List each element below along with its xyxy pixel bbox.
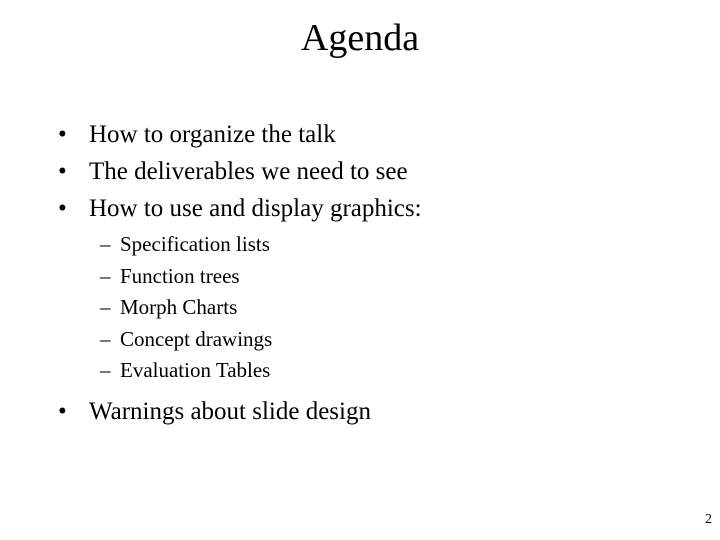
bullet-item — [58, 153, 698, 190]
bullet-marker: • — [58, 397, 67, 425]
sub-bullet-item — [100, 229, 698, 261]
bullet-item — [58, 116, 698, 153]
bullet-marker: • — [58, 195, 67, 222]
bullet-list — [58, 116, 698, 430]
bullet-item — [58, 190, 698, 227]
dash-marker: – — [100, 358, 111, 382]
bullet-text: How to use and display graphics: — [89, 195, 422, 222]
sub-bullet-text: Specification lists — [120, 232, 270, 256]
bullet-marker: • — [58, 121, 67, 148]
sub-bullet-text: Evaluation Tables — [120, 358, 271, 382]
dash-marker: – — [100, 295, 111, 319]
sub-bullet-item — [100, 324, 698, 356]
dash-marker: – — [100, 263, 111, 288]
bullet-marker: • — [58, 158, 67, 185]
sub-bullet-item — [100, 261, 698, 293]
slide-title: Agenda — [300, 17, 420, 59]
sub-bullet-text: Function trees — [120, 263, 240, 288]
sub-bullet-text: Morph Charts — [120, 295, 238, 319]
sub-bullet-list — [100, 229, 698, 387]
dash-marker: – — [100, 232, 111, 256]
sub-bullet-text: Concept drawings — [120, 326, 273, 351]
bullet-item — [58, 393, 698, 430]
page-number: 2 — [705, 512, 712, 527]
bullet-text: How to organize the talk — [89, 121, 336, 148]
bullet-text: Warnings about slide design — [89, 397, 371, 425]
bullet-text: The deliverables we need to see — [89, 158, 408, 185]
dash-marker: – — [100, 326, 111, 351]
sub-bullet-item — [100, 355, 698, 387]
sub-bullet-item — [100, 292, 698, 324]
